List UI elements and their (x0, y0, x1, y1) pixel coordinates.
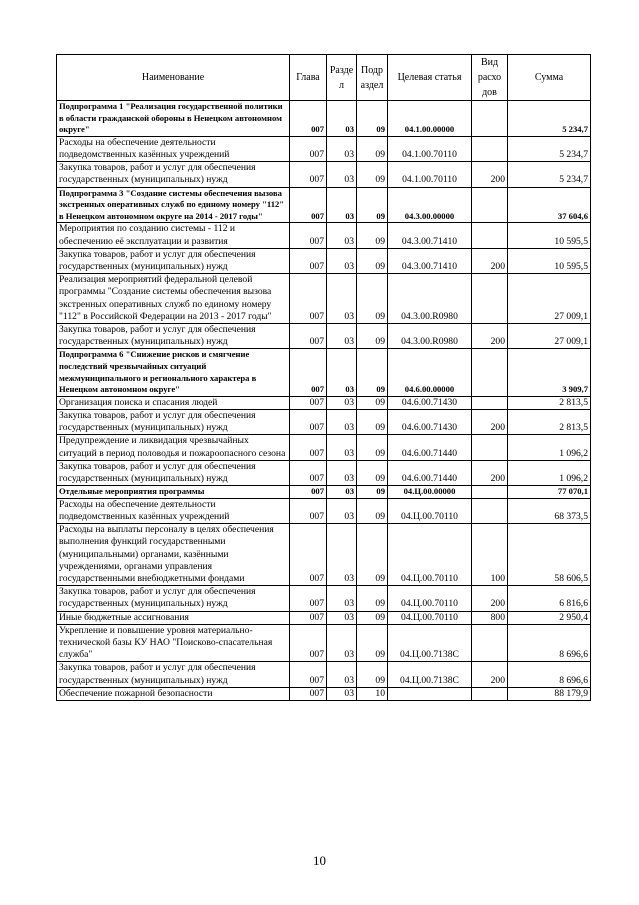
table-row (57, 187, 591, 223)
cell-chapter: 007 (290, 223, 327, 248)
cell-chapter: 007 (290, 274, 327, 324)
cell-sum: 77 070,1 (508, 486, 591, 499)
cell-chapter: 007 (290, 162, 327, 187)
cell-chapter: 007 (290, 486, 327, 499)
cell-section: 03 (327, 223, 357, 248)
cell-subsection: 09 (357, 136, 388, 161)
table-row (57, 498, 591, 523)
cell-chapter: 007 (290, 624, 327, 662)
cell-sum: 6 816,6 (508, 586, 591, 611)
cell-section: 03 (327, 274, 357, 324)
cell-chapter: 007 (290, 136, 327, 161)
table-row (57, 624, 591, 662)
cell-chapter: 007 (290, 687, 327, 700)
cell-sum: 8 696,6 (508, 624, 591, 662)
cell-subsection: 09 (357, 396, 388, 409)
cell-type: 200 (472, 460, 508, 485)
cell-target: 04.Ц.00.70110 (388, 524, 472, 586)
cell-section: 03 (327, 162, 357, 187)
header-target: Целевая статья (388, 55, 472, 101)
header-name: Наименование (57, 55, 290, 101)
table-row (57, 409, 591, 434)
cell-chapter: 007 (290, 187, 327, 223)
cell-target: 04.3.00.00000 (388, 187, 472, 223)
header-section: Разде л (327, 55, 357, 101)
cell-section: 03 (327, 324, 357, 349)
cell-subsection: 09 (357, 248, 388, 273)
table-row (57, 248, 591, 273)
cell-section: 03 (327, 187, 357, 223)
cell-subsection: 09 (357, 187, 388, 223)
cell-section: 03 (327, 624, 357, 662)
cell-section: 03 (327, 349, 357, 396)
cell-sum: 2 813,5 (508, 409, 591, 434)
table-row (57, 586, 591, 611)
cell-target: 04.Ц.00.70110 (388, 611, 472, 624)
cell-name: Организация поиска и спасания людей (57, 396, 290, 409)
cell-target: 04.Ц.00.7138С (388, 624, 472, 662)
cell-chapter: 007 (290, 524, 327, 586)
cell-section: 03 (327, 248, 357, 273)
cell-name: Расходы на обеспечение деятельности подведомственных казённых учреждений (57, 498, 290, 523)
cell-sum: 10 595,5 (508, 248, 591, 273)
cell-chapter: 007 (290, 435, 327, 460)
cell-chapter: 007 (290, 498, 327, 523)
cell-section: 03 (327, 136, 357, 161)
table-row (57, 396, 591, 409)
cell-section: 03 (327, 498, 357, 523)
cell-chapter: 007 (290, 349, 327, 396)
cell-sum: 68 373,5 (508, 498, 591, 523)
cell-sum: 27 009,1 (508, 274, 591, 324)
cell-subsection: 09 (357, 324, 388, 349)
cell-name: Отдельные мероприятия программы (57, 486, 290, 499)
cell-target: 04.Ц.00.00000 (388, 486, 472, 499)
cell-target: 04.1.00.70110 (388, 162, 472, 187)
cell-sum: 1 096,2 (508, 435, 591, 460)
cell-target (388, 687, 472, 700)
cell-chapter: 007 (290, 460, 327, 485)
table-row (57, 349, 591, 396)
table-row (57, 435, 591, 460)
cell-target: 04.Ц.00.70110 (388, 498, 472, 523)
cell-subsection: 09 (357, 498, 388, 523)
cell-chapter: 007 (290, 611, 327, 624)
cell-name: Расходы на обеспечение деятельности подведомственных казённых учреждений (57, 136, 290, 161)
cell-name: Закупка товаров, работ и услуг для обеспечения государственных (муниципальных) нужд (57, 324, 290, 349)
cell-subsection: 09 (357, 486, 388, 499)
cell-name: Расходы на выплаты персоналу в целях обеспечения выполнения функций государственными (муниципальными) органами, казёнными учреждениями, органами управления государственными внебюджетными фондами (57, 524, 290, 586)
cell-subsection: 10 (357, 687, 388, 700)
cell-chapter: 007 (290, 101, 327, 137)
cell-name: Подпрограмма 3 "Создание системы обеспечения вызова экстренных оперативных служб по единому номеру "112" в Ненецком автономном округе на 2014 - 2017 годы" (57, 187, 290, 223)
cell-subsection: 09 (357, 223, 388, 248)
cell-subsection: 09 (357, 586, 388, 611)
cell-type (472, 498, 508, 523)
table-row (57, 486, 591, 499)
cell-target: 04.6.00.71430 (388, 409, 472, 434)
table-row (57, 223, 591, 248)
table-row (57, 274, 591, 324)
cell-type (472, 687, 508, 700)
table-row (57, 524, 591, 586)
cell-target: 04.3.00.71410 (388, 248, 472, 273)
table-row (57, 136, 591, 161)
cell-name: Закупка товаров, работ и услуг для обеспечения государственных (муниципальных) нужд (57, 662, 290, 687)
cell-type (472, 187, 508, 223)
cell-type (472, 136, 508, 161)
cell-name: Закупка товаров, работ и услуг для обеспечения государственных (муниципальных) нужд (57, 162, 290, 187)
cell-type (472, 486, 508, 499)
cell-sum: 8 696,6 (508, 662, 591, 687)
table-row (57, 687, 591, 700)
cell-chapter: 007 (290, 248, 327, 273)
cell-subsection: 09 (357, 662, 388, 687)
cell-name: Подпрограмма 6 "Снижение рисков и смягчение последствий чрезвычайных ситуаций межмуниципального и регионального характера в Ненецком автономном округе" (57, 349, 290, 396)
cell-type: 200 (472, 162, 508, 187)
cell-subsection: 09 (357, 435, 388, 460)
header-type: Вид расхо дов (472, 55, 508, 101)
cell-type (472, 624, 508, 662)
cell-type: 800 (472, 611, 508, 624)
cell-sum: 1 096,2 (508, 460, 591, 485)
cell-chapter: 007 (290, 396, 327, 409)
cell-type: 200 (472, 324, 508, 349)
cell-target: 04.1.00.70110 (388, 136, 472, 161)
cell-subsection: 09 (357, 101, 388, 137)
cell-section: 03 (327, 662, 357, 687)
cell-sum: 5 234,7 (508, 101, 591, 137)
cell-type (472, 223, 508, 248)
cell-name: Закупка товаров, работ и услуг для обеспечения государственных (муниципальных) нужд (57, 409, 290, 434)
cell-sum: 10 595,5 (508, 223, 591, 248)
cell-section: 03 (327, 460, 357, 485)
cell-chapter: 007 (290, 324, 327, 349)
cell-target: 04.6.00.71440 (388, 435, 472, 460)
header-subsection: Подр аздел (357, 55, 388, 101)
table-row (57, 662, 591, 687)
cell-name: Мероприятия по созданию системы - 112 и обеспечению её эксплуатации и развития (57, 223, 290, 248)
cell-section: 03 (327, 524, 357, 586)
cell-section: 03 (327, 611, 357, 624)
cell-section: 03 (327, 586, 357, 611)
cell-subsection: 09 (357, 409, 388, 434)
cell-section: 03 (327, 486, 357, 499)
cell-subsection: 09 (357, 349, 388, 396)
cell-sum: 27 009,1 (508, 324, 591, 349)
cell-type: 200 (472, 248, 508, 273)
cell-type (472, 101, 508, 137)
table-row (57, 324, 591, 349)
cell-type: 100 (472, 524, 508, 586)
cell-section: 03 (327, 396, 357, 409)
cell-type: 200 (472, 409, 508, 434)
cell-chapter: 007 (290, 662, 327, 687)
cell-type (472, 435, 508, 460)
table-row (57, 101, 591, 137)
cell-target: 04.3.00.R0980 (388, 274, 472, 324)
table-row (57, 611, 591, 624)
cell-target: 04.6.00.71430 (388, 396, 472, 409)
cell-sum: 88 179,9 (508, 687, 591, 700)
header-sum: Сумма (508, 55, 591, 101)
cell-target: 04.1.00.00000 (388, 101, 472, 137)
cell-name: Предупреждение и ликвидация чрезвычайных ситуаций в период половодья и пожароопасного сезона (57, 435, 290, 460)
cell-subsection: 09 (357, 162, 388, 187)
cell-type (472, 396, 508, 409)
cell-sum: 37 604,6 (508, 187, 591, 223)
cell-target: 04.6.00.71440 (388, 460, 472, 485)
cell-section: 03 (327, 435, 357, 460)
cell-name: Закупка товаров, работ и услуг для обеспечения государственных (муниципальных) нужд (57, 248, 290, 273)
cell-target: 04.3.00.R0980 (388, 324, 472, 349)
cell-name: Подпрограмма 1 "Реализация государственной политики в области гражданской обороны в Ненецком автономном округе" (57, 101, 290, 137)
cell-sum: 2 950,4 (508, 611, 591, 624)
cell-sum: 3 909,7 (508, 349, 591, 396)
cell-section: 03 (327, 101, 357, 137)
cell-subsection: 09 (357, 274, 388, 324)
header-chapter: Глава (290, 55, 327, 101)
cell-section: 03 (327, 687, 357, 700)
cell-sum: 5 234,7 (508, 136, 591, 161)
cell-subsection: 09 (357, 524, 388, 586)
table-header-row (57, 55, 591, 101)
table-row (57, 162, 591, 187)
cell-name: Закупка товаров, работ и услуг для обеспечения государственных (муниципальных) нужд (57, 460, 290, 485)
cell-target: 04.Ц.00.7138С (388, 662, 472, 687)
table-row (57, 460, 591, 485)
table-body (57, 101, 591, 701)
cell-type (472, 349, 508, 396)
cell-name: Закупка товаров, работ и услуг для обеспечения государственных (муниципальных) нужд (57, 586, 290, 611)
cell-sum: 2 813,5 (508, 396, 591, 409)
cell-target: 04.3.00.71410 (388, 223, 472, 248)
cell-subsection: 09 (357, 624, 388, 662)
cell-subsection: 09 (357, 611, 388, 624)
cell-target: 04.6.00.00000 (388, 349, 472, 396)
cell-section: 03 (327, 409, 357, 434)
cell-subsection: 09 (357, 460, 388, 485)
budget-table (56, 54, 591, 701)
cell-chapter: 007 (290, 409, 327, 434)
cell-name: Иные бюджетные ассигнования (57, 611, 290, 624)
cell-type (472, 274, 508, 324)
cell-sum: 58 606,5 (508, 524, 591, 586)
cell-type: 200 (472, 662, 508, 687)
cell-chapter: 007 (290, 586, 327, 611)
cell-name: Реализация мероприятий федеральной целевой программы "Создание системы обеспечения вызова экстренных оперативных служб по единому номеру "112" в Российской Федерации на 2013 - 2017 годы" (57, 274, 290, 324)
cell-target: 04.Ц.00.70110 (388, 586, 472, 611)
cell-type: 200 (472, 586, 508, 611)
cell-sum: 5 234,7 (508, 162, 591, 187)
cell-name: Укрепление и повышение уровня материально-технической базы КУ НАО "Поисково-спасательная служба" (57, 624, 290, 662)
page-number: 10 (313, 853, 326, 868)
cell-name: Обеспечение пожарной безопасности (57, 687, 290, 700)
